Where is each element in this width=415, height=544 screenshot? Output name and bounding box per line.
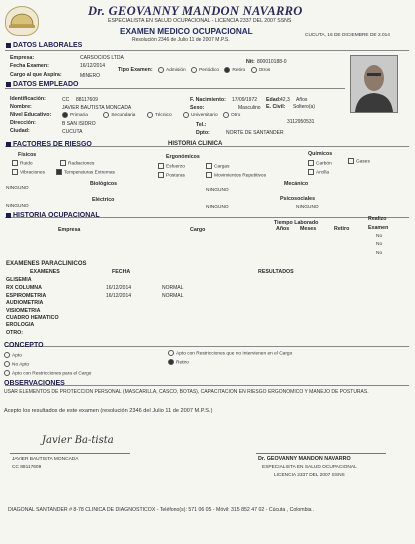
riesgo-carbon[interactable]: Carbón: [308, 160, 332, 166]
employee-photo: [350, 55, 398, 113]
riesgo-arcilla[interactable]: Arcilla: [308, 169, 329, 175]
fecha-value: 16/12/2014: [80, 63, 106, 69]
tiempo-laborado-label: Tiempo Laborado: [274, 220, 319, 226]
tipo-periodico[interactable]: Periódico: [191, 68, 219, 73]
checkbox-icon: [206, 163, 212, 169]
tipo-admision[interactable]: Admisión: [158, 68, 186, 73]
paraclinico-fecha: 16/12/2014: [106, 293, 132, 299]
riesgo-vibraciones[interactable]: Vibraciones: [12, 169, 45, 175]
col-cargo: Cargo: [190, 227, 206, 233]
empleado-cc: CC 88117609: [12, 465, 42, 470]
examen-value-1: No: [376, 234, 383, 239]
ergonomicos-label: Ergonómicos: [166, 154, 200, 160]
section-bullet-icon: [6, 142, 11, 147]
ninguno-mid-1: NINGUNO: [206, 188, 229, 193]
specialty-header: ESPECIALISTA EN SALUD OCUPACIONAL - LICENCIA 2337 DEL 2007 SSNS: [108, 18, 292, 24]
concepto-no-apto[interactable]: No Apto: [4, 361, 29, 367]
radio-icon: [103, 112, 109, 118]
person-photo-icon: [351, 56, 397, 112]
radio-icon: [183, 112, 189, 118]
tipo-examen-options: [158, 67, 270, 73]
paraclinico-resultado: NORMAL: [162, 293, 184, 299]
fecha-label: Fecha Examen:: [10, 63, 49, 69]
checkbox-icon: [12, 160, 18, 166]
electrico-label: Eléctrico: [92, 197, 115, 203]
concepto-apto-restricciones[interactable]: Apto con Restricciones para el Cargo: [4, 370, 91, 376]
ninguno-mid-2: NINGUNO: [206, 205, 229, 210]
fisicos-label: Físicos: [18, 152, 37, 158]
nit-label: Nit:: [246, 59, 255, 65]
col-resultados: RESULTADOS: [258, 269, 294, 275]
document-title: EXAMEN MEDICO OCUPACIONAL: [120, 27, 253, 36]
edad-label: Edad:: [266, 97, 281, 103]
radio-selected-icon: [168, 359, 174, 365]
concepto-retiro[interactable]: Retiro: [168, 359, 189, 365]
radio-icon: [191, 67, 197, 73]
checkbox-icon: [308, 160, 314, 166]
nivel-educativo-options: [62, 112, 240, 118]
edad-value: 42,3: [280, 97, 290, 103]
tipo-otros[interactable]: Otros: [251, 68, 271, 73]
civil-label: E. Civil:: [266, 104, 286, 110]
quimicos-label: Químicos: [308, 151, 333, 157]
edad-unit: Años: [296, 97, 308, 103]
civil-value: Soltero(a): [293, 104, 315, 110]
sexo-label: Sexo:: [190, 105, 205, 111]
checkbox-icon: [206, 172, 212, 178]
examen-value-2: No: [376, 242, 383, 247]
tel-label: Tel.:: [196, 122, 207, 128]
col-empresa: Empresa: [58, 227, 81, 233]
radio-icon: [158, 67, 164, 73]
ident-value: 88117609: [76, 97, 98, 103]
observaciones-text: USAR ELEMENTOS DE PROTECCION PERSONAL (MASCARILLA, CASCO, BOTAS), CAPACITACION EN RIESGO ERGONOMICO Y MANEJO DE POSTURAS.: [4, 389, 369, 395]
radio-selected-icon: [224, 67, 230, 73]
ident-tipo: CC: [62, 97, 70, 103]
riesgo-ruido[interactable]: Ruido: [12, 160, 33, 166]
nit-value: 800010188-0: [257, 59, 287, 65]
concepto-apto[interactable]: Apto: [4, 352, 22, 358]
radio-icon: [147, 112, 153, 118]
nombre-label: Nombre:: [10, 104, 32, 110]
employee-signature: Javier Ba-tista: [42, 435, 114, 446]
paraclinico-examen: ESPIROMETRIA: [6, 293, 47, 299]
paraclinico-examen: RX COLUMNA: [6, 285, 42, 291]
ciudad-value: CUCUTA: [62, 129, 83, 135]
checkbox-icon: [348, 158, 354, 164]
section-bullet-icon: [6, 213, 11, 218]
realizo-label: Realizo: [368, 216, 387, 222]
signature-line-employee: [10, 453, 130, 454]
biologicos-label: Biológicos: [90, 181, 118, 187]
radio-icon: [223, 112, 229, 118]
radio-selected-icon: [62, 112, 68, 118]
psicosociales-label: Psicosociales: [280, 196, 316, 202]
paraclinicos-title: EXAMENES PARACLINICOS: [6, 261, 87, 267]
clinic-logo: [5, 6, 39, 36]
signature-line-doctor: [256, 453, 386, 454]
radio-icon: [4, 352, 10, 358]
paraclinico-resultado: NORMAL: [162, 285, 184, 291]
mecanico-label: Mecánico: [284, 181, 309, 187]
observaciones-title: OBSERVACIONES: [4, 380, 65, 387]
sexo-value: Masculino: [238, 105, 261, 111]
paraclinico-examen: OTRO:: [6, 330, 24, 336]
radio-icon: [4, 370, 10, 376]
place-date: CUCUTA, 16 DE DICIEMBRE DE 2.014: [305, 33, 390, 38]
medico-licencia: LICENCIA 2337 DEL 2007 SSNS: [274, 473, 345, 478]
acepto-text: Acepto los resultados de este examen (resolución 2346 del Julio 11 de 2007 M.P.S.): [4, 408, 213, 414]
col-anos: Años: [276, 226, 290, 232]
checkbox-checked-icon: [56, 169, 62, 175]
riesgo-posturas[interactable]: Posturas: [158, 172, 185, 178]
factores-riesgo-title: FACTORES DE RIESGO: [6, 141, 92, 148]
tel-value: 3112950531: [287, 119, 315, 125]
checkbox-icon: [12, 169, 18, 175]
col-realizo-examen: Examen: [368, 225, 389, 231]
tipo-retiro[interactable]: Retiro: [224, 68, 245, 73]
checkbox-icon: [158, 163, 164, 169]
footer-address: DIAGONAL SANTANDER # 8-78 CLINICA DE DIAGNOSTICOX - Teléfono(s): 571 06 05 - Móvil: 315 852 47 02 - Cúcuta , Colombia .: [8, 507, 315, 513]
identificacion-label: Identificación:: [10, 96, 46, 102]
radio-icon: [4, 361, 10, 367]
biologicos-value: NINGUNO: [6, 186, 29, 191]
nivel-otro[interactable]: Otro: [223, 113, 240, 118]
section-bullet-icon: [6, 82, 11, 87]
medico-especialidad: ESPECIALISTA EN SALUD OCUPACIONAL: [262, 465, 357, 470]
radio-icon: [168, 350, 174, 356]
nacimiento-label: F. Nacimiento:: [190, 97, 226, 103]
col-fecha: FECHA: [112, 269, 131, 275]
riesgo-temperaturas[interactable]: Temperaturas Extremas: [56, 169, 115, 175]
datos-empleado-title: DATOS EMPLEADO: [6, 81, 78, 88]
direccion-label: Dirección:: [10, 120, 36, 126]
nivel-universitario[interactable]: Universitario: [183, 113, 218, 118]
nombre-value: JAVIER BAUTISTA MONCADA: [62, 105, 132, 111]
riesgo-esfuerzo[interactable]: Esfuerzo: [158, 163, 185, 169]
electrico-value: NINGUNO: [6, 204, 29, 209]
hardhat-logo-icon: [7, 8, 37, 34]
empleado-nombre: JAVIER BAUTISTA MONCADA: [12, 457, 79, 462]
checkbox-icon: [158, 172, 164, 178]
datos-laborales-title: DATOS LABORALES: [6, 42, 82, 49]
section-divider: [5, 338, 409, 347]
paraclinico-examen: EROLOGIA: [6, 322, 35, 328]
checkbox-icon: [60, 160, 66, 166]
direccion-value: B SAN ISIDRO: [62, 121, 96, 127]
empresa-label: Empresa:: [10, 55, 35, 61]
radio-icon: [251, 67, 257, 73]
dpto-value: NORTE DE SANTANDER: [226, 130, 284, 136]
riesgo-radiaciones[interactable]: Radiaciones: [60, 160, 94, 166]
cargo-label: Cargo al que Aspira:: [10, 72, 62, 78]
section-divider: [5, 377, 409, 386]
resolution-text: Resolución 2346 de Julio 11 de 2007 M.P.S.: [132, 37, 230, 43]
medico-nombre: Dr. GEOVANNY MANDON NAVARRO: [258, 456, 351, 462]
riesgo-movimientos[interactable]: Movimientos Repetitivos: [206, 172, 266, 178]
examen-value-3: No: [376, 251, 383, 256]
tipo-examen-label: Tipo Examen:: [118, 67, 153, 73]
nivel-secundaria[interactable]: Secundaria: [103, 113, 135, 118]
mecanico-value: NINGUNO: [296, 205, 319, 210]
riesgo-cargas[interactable]: Cargas: [206, 163, 229, 169]
paraclinico-examen: GLISEMIA: [6, 277, 32, 283]
historia-clinica-title: HISTORIA CLINICA: [168, 141, 223, 147]
concepto-title: CONCEPTO: [4, 342, 44, 349]
paraclinico-examen: CUADRO HEMATICO: [6, 315, 59, 321]
checkbox-icon: [308, 169, 314, 175]
paraclinico-fecha: 16/12/2014: [106, 285, 132, 291]
empresa-value: CARSOCIOS LTDA: [80, 55, 124, 61]
paraclinico-examen: VISIOMETRIA: [6, 308, 41, 314]
dpto-label: Dpto:: [196, 130, 210, 136]
nivel-tecnico[interactable]: Técnico: [147, 113, 172, 118]
section-bullet-icon: [6, 43, 11, 48]
concepto-apto-restricciones-no-intervienen[interactable]: Apto con Restricciones que no Intervienen en el Cargo: [168, 350, 292, 356]
nivel-educativo-label: Nivel Educativo:: [10, 112, 52, 118]
ciudad-label: Ciudad:: [10, 128, 30, 134]
col-meses: Meses: [300, 226, 317, 232]
historia-ocupacional-title: HISTORIA OCUPACIONAL: [6, 212, 100, 219]
col-retiro: Retiro: [334, 226, 350, 232]
nivel-primaria[interactable]: Primaria: [62, 113, 88, 118]
col-examenes: EXAMENES: [30, 269, 60, 275]
doctor-name-header: Dr. GEOVANNY MANDON NAVARRO: [88, 4, 303, 18]
riesgo-gases[interactable]: Gases: [348, 158, 370, 164]
nacimiento-value: 17/09/1972: [232, 97, 258, 103]
cargo-value: MINERO: [80, 73, 100, 79]
paraclinico-examen: AUDIOMETRIA: [6, 300, 44, 306]
